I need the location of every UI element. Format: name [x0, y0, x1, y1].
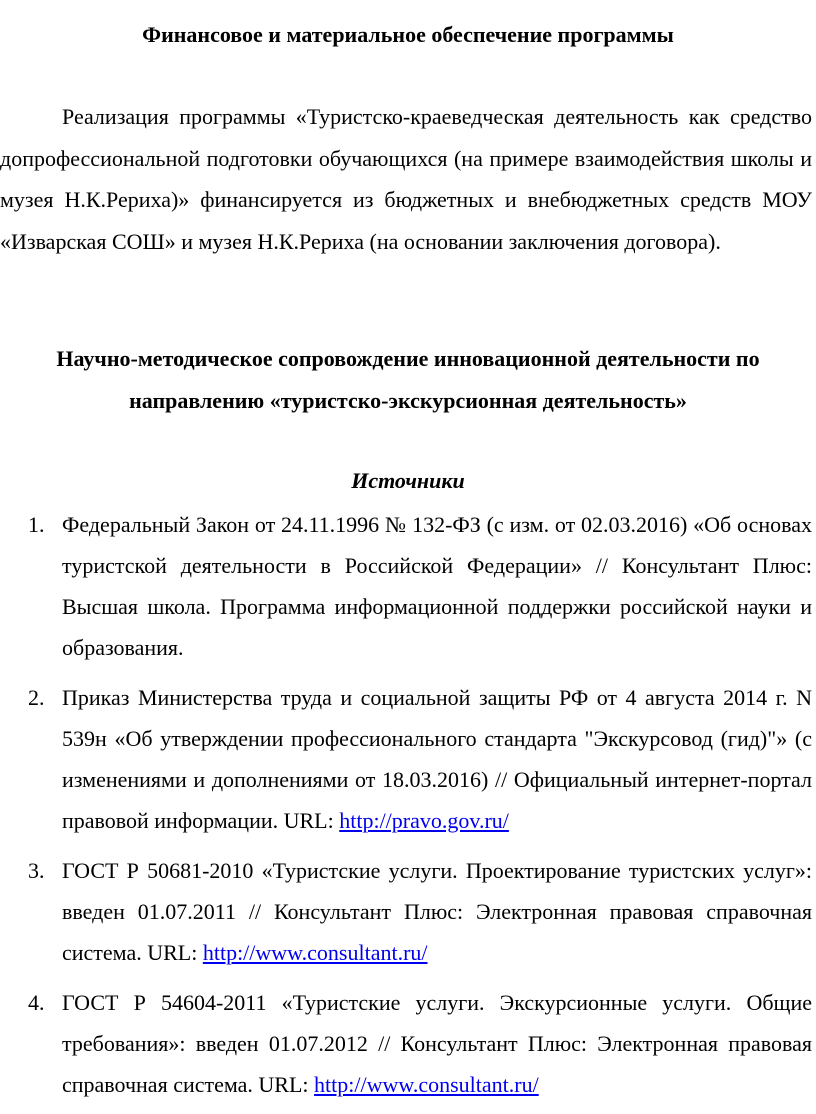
- list-item: [0, 504, 812, 668]
- list-item-number: 3.: [28, 858, 45, 883]
- source-link[interactable]: http://pravo.gov.ru/: [339, 808, 509, 833]
- list-item-number: 4.: [28, 990, 45, 1015]
- funding-paragraph: Реализация программы «Туристско-краеведческая деятельность как средство допрофессиональной подготовки обучающихся (на примере взаимодействия школы и музея Н.К.Рериха)» финансируется из бюджетных и внебюджетных средств МОУ «Изварская СОШ» и музея Н.К.Рериха (на основании заключения договора).: [0, 104, 812, 254]
- list-item-text: [62, 982, 812, 1105]
- section-title: Научно-методическое сопровождение инновационной деятельности по направлению «туристско-экскурсионная деятельность»: [56, 346, 760, 413]
- list-item-number: 1.: [28, 512, 45, 537]
- source-link[interactable]: http://www.consultant.ru/: [314, 1072, 539, 1097]
- list-item-text: Федеральный Закон от 24.11.1996 № 132-ФЗ (с изм. от 02.03.2016) «Об основах туристской деятельности в Российской Федерации» // Консультант Плюс: Высшая школа. Программа информационной поддержки российской науки и образования.: [62, 512, 812, 660]
- list-item-body: ГОСТ Р 54604-2011 «Туристские услуги. Экскурсионные услуги. Общие требования»: введен 01.07.2012 // Консультант Плюс: Электронная правовая справочная система. URL:: [62, 990, 812, 1097]
- source-link[interactable]: http://www.consultant.ru/: [202, 940, 428, 965]
- page-title: Финансовое и материальное обеспечение программы: [142, 22, 674, 47]
- list-item: [0, 850, 812, 973]
- list-item-body: ГОСТ Р 50681-2010 «Туристские услуги. Проектирование туристских услуг»: введен 01.07.2011 // Консультант Плюс: Электронная правовая справочная система. URL:: [62, 858, 812, 965]
- list-item: [0, 677, 812, 841]
- sources-heading: Источники: [351, 468, 465, 493]
- list-item-number: 2.: [28, 685, 45, 710]
- list-item-text: [62, 850, 812, 973]
- list-item: [0, 982, 812, 1105]
- sources-list: [0, 504, 812, 1114]
- list-item-body: Приказ Министерства труда и социальной защиты РФ от 4 августа 2014 г. N 539н «Об утверждении профессионального стандарта "Экскурсовод (гид)"» (с изменениями и дополнениями от 18.03.2016) // Официальный интернет-портал правовой информации. URL:: [62, 685, 812, 833]
- list-item-text: [62, 677, 812, 841]
